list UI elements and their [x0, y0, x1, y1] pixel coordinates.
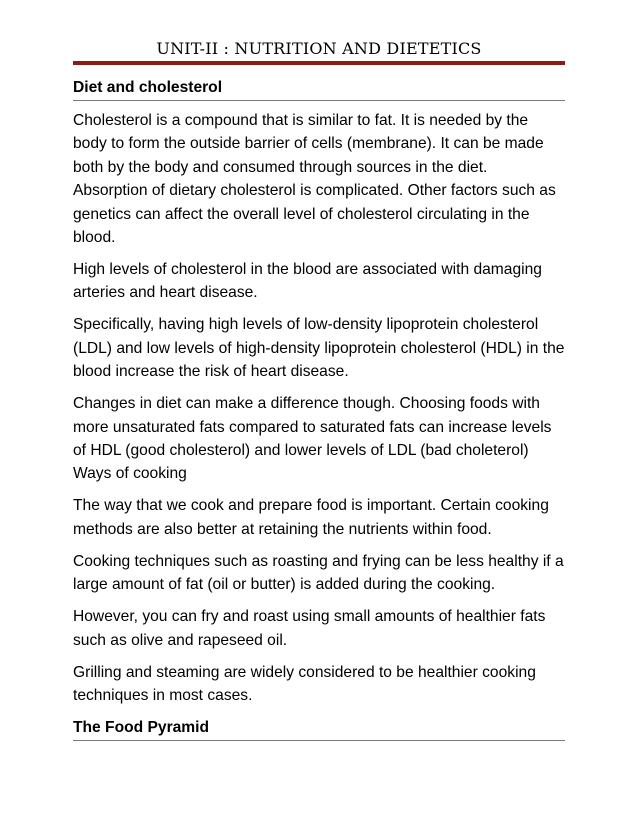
- paragraph-blood-cholesterol-risk: High levels of cholesterol in the blood are associated with damaging arteries and heart disease.: [73, 261, 542, 302]
- header-rule: [73, 61, 565, 65]
- paragraph-roasting-frying: Cooking techniques such as roasting and frying can be less healthy if a large amount of fat (oil or butter) is added during the cooking.: [73, 552, 564, 594]
- section-heading-diet-cholesterol: Diet and cholesterol: [73, 76, 565, 101]
- page-content: [73, 76, 565, 741]
- paragraph-grilling-steaming: Grilling and steaming are widely considered to be healthier cooking techniques in most cases.: [73, 663, 536, 705]
- paragraph-ldl-hdl: Specifically, having high levels of low-density lipoprotein cholesterol (LDL) and low levels of high-density lipoprotein cholesterol (HDL) in the blood increase the risk of heart disease.: [73, 316, 565, 381]
- paragraph-cholesterol-definition: Cholesterol is a compound that is similar to fat. It is needed by the body to form the outside barrier of cells (membrane). It can be made both by the body and consumed through sources in the diet. Absorption of dietary cholesterol is complicated. Other factors such as genetics can affect the overall level of cholesterol circulating in the blood.: [73, 112, 556, 247]
- paragraph-cooking-importance: The way that we cook and prepare food is important. Certain cooking methods are also better at retaining the nutrients within food.: [73, 497, 549, 538]
- running-header: UNIT-II : NUTRITION AND DIETETICS: [156, 39, 482, 58]
- paragraph-diet-changes: Changes in diet can make a difference though. Choosing foods with more unsaturated fats compared to saturated fats can increase levels of HDL (good cholesterol) and lower levels of LDL (bad choleterol) Ways of cooking: [73, 395, 552, 483]
- paragraph-healthier-fats: However, you can fry and roast using small amounts of healthier fats such as olive and rapeseed oil.: [73, 608, 546, 649]
- section-heading-food-pyramid: The Food Pyramid: [73, 716, 565, 741]
